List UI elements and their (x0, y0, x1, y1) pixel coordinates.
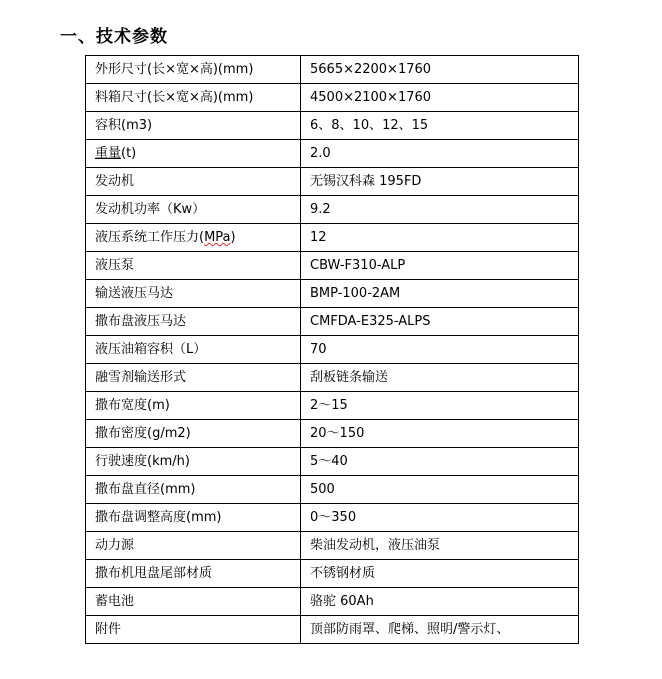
param-value: 500 (301, 476, 579, 504)
param-value: 5～40 (301, 448, 579, 476)
table-row (86, 532, 579, 560)
table-row (86, 112, 579, 140)
param-label: 料箱尺寸(长×宽×高)(mm) (86, 84, 301, 112)
param-value: 顶部防雨罩、爬梯、照明/警示灯、 (301, 616, 579, 644)
param-label: 附件 (86, 616, 301, 644)
table-row (86, 168, 579, 196)
param-value: BMP-100-2AM (301, 280, 579, 308)
param-value: 9.2 (301, 196, 579, 224)
param-label: 动力源 (86, 532, 301, 560)
param-value: 20～150 (301, 420, 579, 448)
param-label: 外形尺寸(长×宽×高)(mm) (86, 56, 301, 84)
table-row (86, 56, 579, 84)
param-value: 骆驼 60Ah (301, 588, 579, 616)
table-row (86, 224, 579, 252)
param-value: 2～15 (301, 392, 579, 420)
table-row (86, 448, 579, 476)
table-row (86, 420, 579, 448)
param-value: 刮板链条输送 (301, 364, 579, 392)
table-row (86, 504, 579, 532)
param-label: 撒布盘液压马达 (86, 308, 301, 336)
param-label: 发动机功率（Kw） (86, 196, 301, 224)
spellcheck-flagged-text: MPa (204, 230, 231, 245)
table-row (86, 616, 579, 644)
param-value: 4500×2100×1760 (301, 84, 579, 112)
param-label: 液压系统工作压力(MPa) (86, 224, 301, 252)
param-value: 2.0 (301, 140, 579, 168)
param-value: 不锈钢材质 (301, 560, 579, 588)
param-label: 重量(t) (86, 140, 301, 168)
param-value: 0～350 (301, 504, 579, 532)
param-label: 发动机 (86, 168, 301, 196)
tech-params-table (85, 55, 579, 644)
param-label: 蓄电池 (86, 588, 301, 616)
param-label: 输送液压马达 (86, 280, 301, 308)
param-label: 行驶速度(km/h) (86, 448, 301, 476)
page-title: 一、技术参数 (60, 27, 168, 47)
param-value: 70 (301, 336, 579, 364)
param-label: 液压泵 (86, 252, 301, 280)
param-label: 撒布机甩盘尾部材质 (86, 560, 301, 588)
param-value: CMFDA-E325-ALPS (301, 308, 579, 336)
param-label: 撒布宽度(m) (86, 392, 301, 420)
param-label: 撒布密度(g/m2) (86, 420, 301, 448)
table-row (86, 392, 579, 420)
table-row (86, 280, 579, 308)
param-label: 液压油箱容积（L） (86, 336, 301, 364)
tech-params-table-body (86, 56, 579, 644)
param-label: 撒布盘直径(mm) (86, 476, 301, 504)
table-row (86, 140, 579, 168)
table-row (86, 336, 579, 364)
table-row (86, 588, 579, 616)
param-label: 容积(m3) (86, 112, 301, 140)
param-value: 无锡汉科森 195FD (301, 168, 579, 196)
table-row (86, 364, 579, 392)
underlined-text: 重量 (95, 146, 122, 161)
param-label: 撒布盘调整高度(mm) (86, 504, 301, 532)
param-label: 融雪剂输送形式 (86, 364, 301, 392)
table-row (86, 252, 579, 280)
param-value: 柴油发动机，液压油泵 (301, 532, 579, 560)
table-row (86, 196, 579, 224)
param-value: 5665×2200×1760 (301, 56, 579, 84)
param-value: CBW-F310-ALP (301, 252, 579, 280)
param-value: 6、8、10、12、15 (301, 112, 579, 140)
param-value: 12 (301, 224, 579, 252)
table-row (86, 308, 579, 336)
table-row (86, 84, 579, 112)
table-row (86, 560, 579, 588)
table-row (86, 476, 579, 504)
